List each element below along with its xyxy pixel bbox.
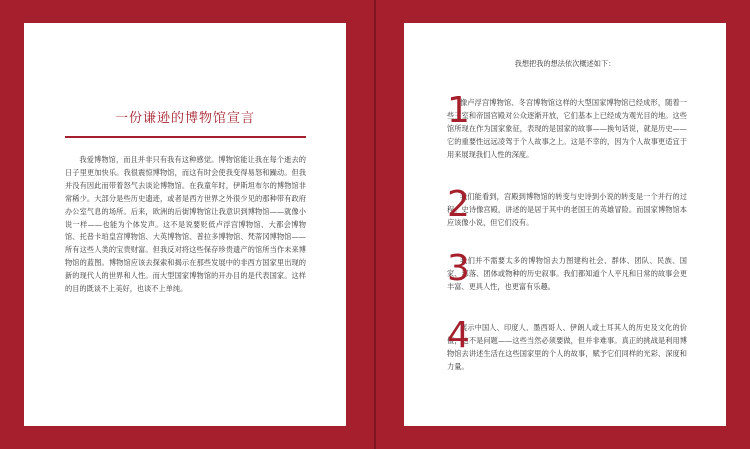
book-spine (374, 0, 376, 449)
right-page (404, 23, 726, 426)
manifesto-body: 我爱博物馆，而且并非只有我有这种感觉。博物馆能让我在每个逝去的日子里更加快乐。我很震惊博物馆，而这有时会使我变得易怒和躁动。但我并没有因此而带着怒气去谈论博物馆。在我童年时，伊斯坦布尔的博物馆非常稀少。大部分是些历史遗迹，或者是西方世界之外很少见的那种带有政府办公室气息的场所。后来，欧洲的后街博物馆让我意识到博物馆——就像小说一样——也能为个体发声。这不是说要贬低卢浮宫博物馆、大都会博物馆、托普卡珀皇宫博物馆、大英博物馆、普拉多博物馆、梵蒂冈博物馆——所有这些人类的宝贵财富。但我反对将这些保存珍贵遗产的馆所当作未来博物馆的蓝图。博物馆应该去探索和揭示在那些发展中的非西方国家里出现的新的现代人的世界和人性。而大型国家博物馆的开办目的是代表国家。这样的目的既谈不上美好，也谈不上单纯。 (65, 155, 306, 294)
page-title: 一份谦逊的博物馆宣言 (114, 111, 255, 126)
point-text: 我们能看到，宫殿到博物馆的转变与史诗到小说的转变是一个并行的过程。史诗像宫殿，讲述的是居于其中的老国王的英雄冒险。而国家博物馆本应该像小说，但它们没有。 (447, 192, 687, 227)
point-number: 1 (447, 90, 470, 131)
point-number: 2 (447, 184, 470, 225)
point-text: 展示中国人、印度人、墨西哥人、伊朗人或土耳其人的历史及文化的价值，这不是问题——这些当然必须要做，但并非难事。真正的挑战是利用博物馆去讲述生活在这些国家里的个人的故事，赋予它们同样的光彩、深度和力量。 (447, 323, 687, 371)
point-text: 像卢浮宫博物馆、冬宫博物馆这样的大型国家博物馆已经成形，随着一些王室和帝国宫殿对公众逐渐开放，它们基本上已经成为观光目的地。这些馆所现在作为国家象征，表现的是国家的故事——换句话说，就是历史——它的重要性远远凌驾于个人故事之上。这是不幸的，因为个人故事更适宜于用来展现我们人性的深度。 (447, 98, 687, 159)
intro-line: 我想把我的想法依次概述如下： (514, 59, 616, 68)
point-number: 3 (447, 248, 470, 289)
point-item (447, 315, 687, 374)
point-item (447, 90, 687, 162)
point-item (447, 248, 687, 294)
point-number: 4 (447, 315, 470, 356)
point-text: 我们并不需要太多的博物馆去力图建构社会、群体、团队、民族、国家、部落、团体或物种的历史叙事。我们都知道个人平凡和日常的故事会更丰富、更具人性，也更富有乐趣。 (447, 256, 687, 291)
left-page (24, 23, 346, 426)
title-divider (65, 136, 306, 138)
point-item (447, 184, 687, 230)
